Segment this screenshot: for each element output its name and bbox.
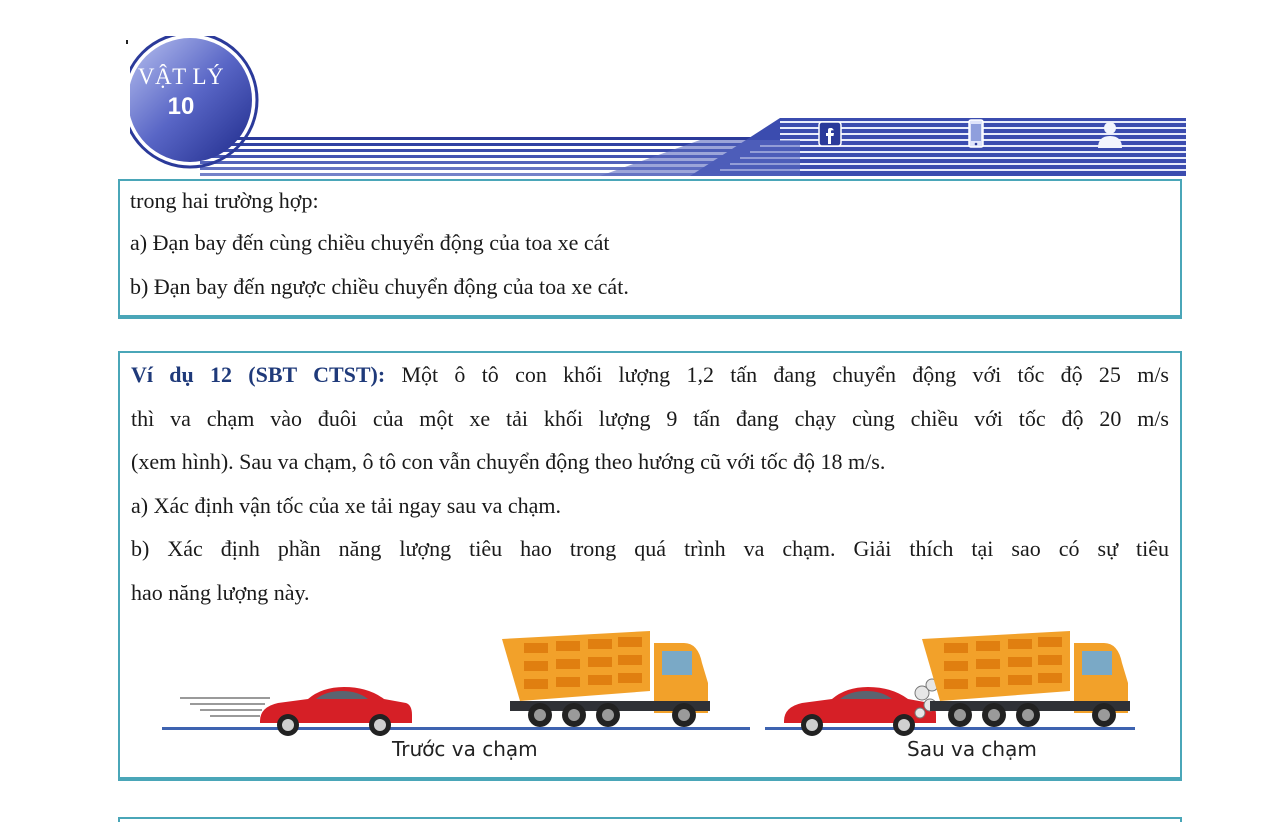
text-line: a) Đạn bay đến cùng chiều chuyển động của toa xe cát <box>130 230 610 255</box>
example-box <box>118 351 1182 781</box>
phone-icon[interactable] <box>966 118 986 150</box>
truck-before <box>502 631 710 727</box>
speed-lines <box>180 698 270 716</box>
text-line: trong hai trường hợp: <box>130 188 319 213</box>
text-line: hao năng lượng này. <box>131 579 310 605</box>
example-paragraph <box>120 353 1180 615</box>
text-line: a) Xác định vận tốc của xe tải ngay sau va chạm. <box>131 492 562 518</box>
text-line: b) Đạn bay đến ngược chiều chuyển động của toa xe cát. <box>130 274 629 299</box>
collision-illustration <box>160 621 1150 771</box>
text-line: thì va chạm vào đuôi của một xe tải khối lượng 9 tấn đang chạy cùng chiều với tốc độ 20 m/s <box>131 405 1169 431</box>
next-box <box>118 817 1182 822</box>
subject-title: VẬT LÝ <box>137 64 225 89</box>
text-span: Một ô tô con khối lượng 1,2 tấn đang chuyển động với tốc độ 25 m/s <box>385 362 1169 387</box>
subject-badge-text <box>128 62 234 122</box>
text-line <box>131 353 1169 397</box>
header-stripes <box>200 118 1186 176</box>
text-line: b) Xác định phần năng lượng tiêu hao trong quá trình va chạm. Giải thích tại sao có sự tiêu <box>131 536 1169 562</box>
caption-before: Trước va chạm <box>392 737 538 761</box>
grade-number: 10 <box>167 93 195 120</box>
example-label: Ví dụ 12 (SBT CTST): <box>131 362 386 387</box>
page-header <box>0 0 1275 180</box>
caption-after: Sau va chạm <box>907 737 1037 761</box>
user-icon[interactable] <box>1094 118 1126 150</box>
text-line: (xem hình). Sau va chạm, ô tô con vẫn chuyển động theo hướng cũ với tốc độ 18 m/s. <box>131 449 886 475</box>
exercise-box <box>118 179 1182 319</box>
truck-after <box>922 631 1130 727</box>
facebook-icon[interactable] <box>818 120 844 148</box>
road-line-before <box>162 727 750 730</box>
